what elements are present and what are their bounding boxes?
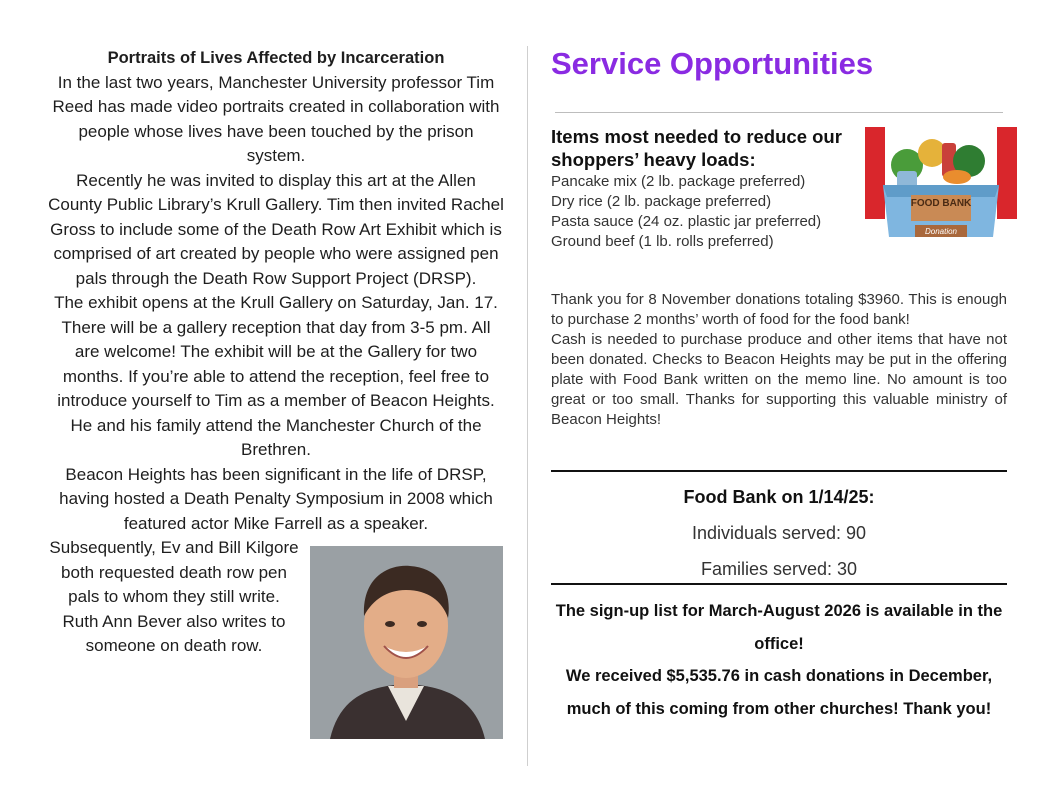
needed-item: Dry rice (2 lb. package preferred) xyxy=(551,193,772,210)
section-rule xyxy=(551,583,1007,585)
service-title: Service Opportunities xyxy=(551,46,874,81)
article-closing: Subsequently, Ev and Bill Kilgore both requested death row pen pals to whom they still write. Ruth Ann Bever also writes to someone on death row. xyxy=(49,538,299,655)
notice-block xyxy=(551,595,1007,725)
individuals-served: Individuals served: 90 xyxy=(691,523,867,543)
needed-heading: Items most needed to reduce our shoppers’ heavy loads: xyxy=(551,126,842,170)
food-bank-date: Food Bank on 1/14/25: xyxy=(683,487,875,507)
article-paragraph: In the last two years, Manchester University professor Tim Reed has made video portraits created in collaboration with people whose lives have been touched by the prison system. xyxy=(52,72,500,165)
needed-list xyxy=(551,172,851,252)
box-label-line: FOOD BANK xyxy=(910,198,972,209)
food-bank-image xyxy=(857,125,1025,239)
needed-item: Pancake mix (2 lb. package preferred) xyxy=(551,173,806,190)
families-served: Families served: 30 xyxy=(700,559,858,579)
cash-paragraph: Cash is needed to purchase produce and other items that have not been donated. Checks to Beacon Heights may be put in the offering plate with Food Bank written on the memo line. No amount is too great or too small. Thanks for supporting this valuable ministry of Beacon Heights! xyxy=(551,331,1007,428)
title-rule xyxy=(555,112,1003,113)
thanks-section xyxy=(551,290,1007,430)
signup-notice: The sign-up list for March-August 2026 is available in the office! xyxy=(555,602,1003,653)
article-paragraph: The exhibit opens at the Krull Gallery on Saturday, Jan. 17. There will be a gallery reception that day from 3-5 pm. All are welcome! The exhibit will be at the Gallery for two months. If you’re able to attend the reception, feel free to introduce yourself to Tim as a member of Beacon Heights. He and his family attend the Manchester Church of the Brethren. xyxy=(54,293,498,459)
needed-item: Pasta sauce (24 oz. plastic jar preferred) xyxy=(551,213,822,230)
needed-item: Ground beef (1 lb. rolls preferred) xyxy=(551,233,774,250)
column-divider xyxy=(527,46,528,766)
donation-tag: Donation xyxy=(924,227,958,236)
portrait-photo xyxy=(310,546,503,739)
article-paragraph: Beacon Heights has been significant in the life of DRSP, having hosted a Death Penalty Symposium in 2008 which featured actor Mike Farrell as a speaker. xyxy=(59,464,493,533)
section-rule xyxy=(551,470,1007,472)
donation-notice: We received $5,535.76 in cash donations in December, much of this coming from other churches! Thank you! xyxy=(565,667,993,718)
article-title: Portraits of Lives Affected by Incarceration xyxy=(107,49,445,67)
closing-section xyxy=(48,536,504,746)
thanks-paragraph: Thank you for 8 November donations totaling $3960. This is enough to purchase 2 months’ worth of food for the food bank! xyxy=(551,291,1007,328)
article-paragraph: Recently he was invited to display this art at the Allen County Public Library’s Krull Gallery. Tim then invited Rachel Gross to include some of the Death Row Art Exhibit which is comprised of art created by people who were assigned pen pals through the Death Row Support Project (DRSP). xyxy=(48,170,504,288)
left-column xyxy=(48,46,504,746)
